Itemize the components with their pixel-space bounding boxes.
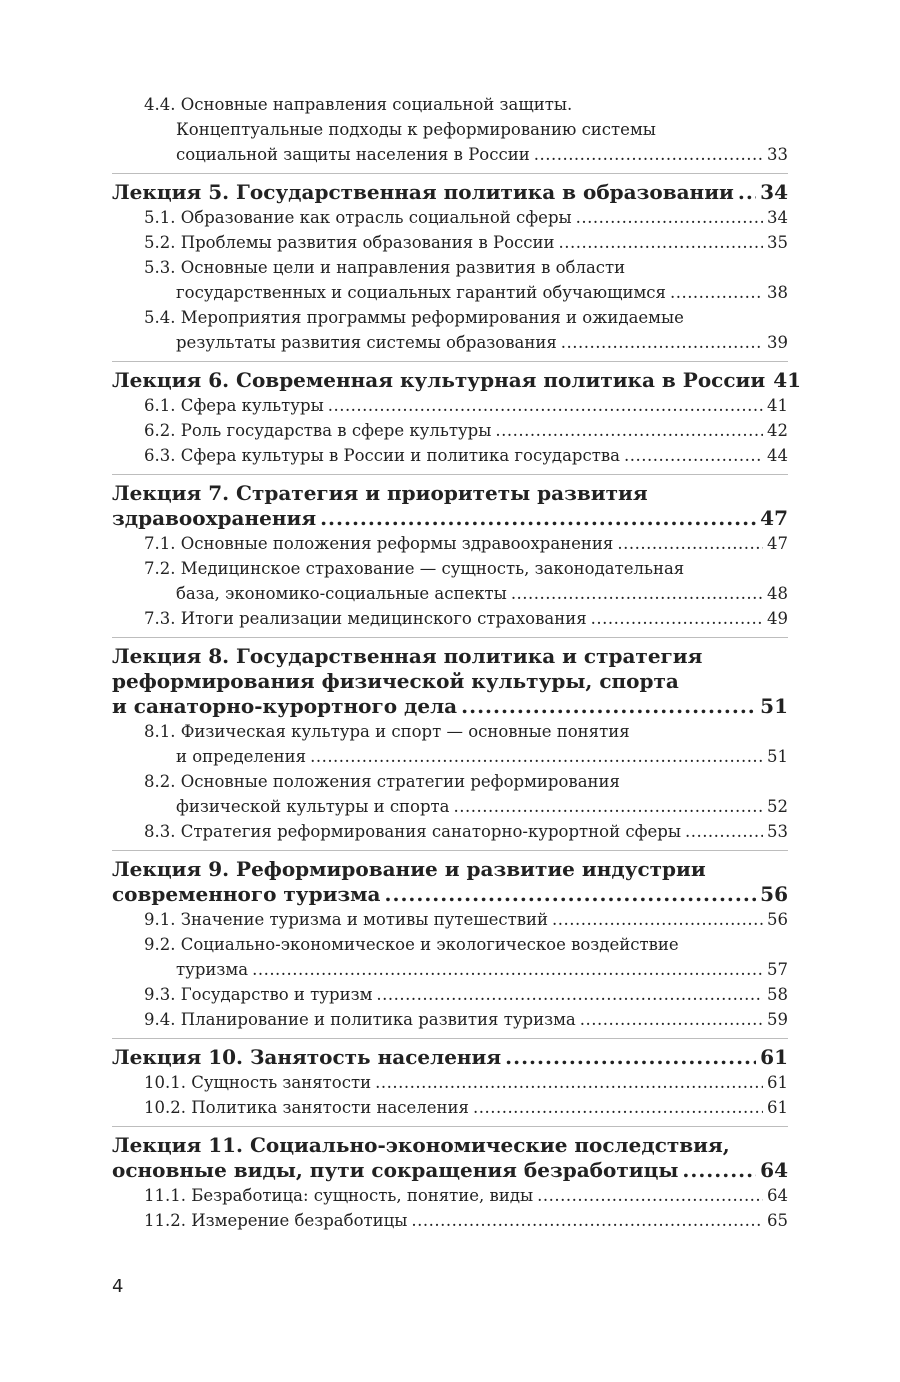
entry-last-line[interactable] bbox=[112, 744, 788, 769]
page-ref: 39 bbox=[767, 333, 788, 352]
lecture-title[interactable] bbox=[112, 481, 788, 531]
entry-last-line[interactable] bbox=[112, 1007, 788, 1032]
dot-leader bbox=[670, 280, 763, 305]
entry-line bbox=[112, 92, 788, 117]
entry-last-line[interactable] bbox=[112, 794, 788, 819]
entry-text: физической культуры и спорта bbox=[176, 797, 450, 816]
entry-last-line[interactable] bbox=[112, 205, 788, 230]
toc-subsection bbox=[112, 531, 788, 556]
lecture-title-line: реформирования физической культуры, спорта bbox=[112, 669, 679, 693]
toc-subsection bbox=[112, 819, 788, 844]
toc-subsection bbox=[112, 907, 788, 932]
entry-last-line[interactable] bbox=[112, 443, 788, 468]
toc-subsection bbox=[112, 255, 788, 305]
dot-leader bbox=[495, 418, 763, 443]
lecture-title-last-line[interactable] bbox=[112, 1045, 788, 1070]
entry-last-line[interactable] bbox=[112, 280, 788, 305]
page-ref: 64 bbox=[767, 1186, 788, 1205]
entry-text: Лекция 10. Занятость населения bbox=[112, 1045, 502, 1069]
lecture-title-line: Лекция 8. Государственная политика и стратегия bbox=[112, 644, 703, 668]
page-ref: 47 bbox=[760, 506, 788, 530]
toc-subsection bbox=[112, 1208, 788, 1233]
page-ref: 42 bbox=[767, 421, 788, 440]
entry-line: 7.2. Медицинское страхование — сущность, законодательная bbox=[144, 559, 685, 578]
entry-text: 11.1. Безработица: сущность, понятие, виды bbox=[144, 1186, 534, 1205]
entry-last-line[interactable] bbox=[112, 230, 788, 255]
lecture-section bbox=[112, 1127, 788, 1239]
dot-leader bbox=[685, 819, 763, 844]
lecture-title-line: Лекция 9. Реформирование и развитие индустрии bbox=[112, 857, 706, 881]
entry-text: 9.3. Государство и туризм bbox=[144, 985, 373, 1004]
entry-text: база, экономико-социальные аспекты bbox=[176, 584, 507, 603]
toc-subsection bbox=[112, 982, 788, 1007]
page-ref: 34 bbox=[760, 180, 788, 204]
page-ref: 56 bbox=[767, 910, 788, 929]
entry-text: и санаторно-курортного дела bbox=[112, 694, 458, 718]
toc-subsection bbox=[112, 1183, 788, 1208]
entry-last-line[interactable] bbox=[112, 1070, 788, 1095]
entry-last-line[interactable] bbox=[112, 957, 788, 982]
entry-text: социальной защиты населения в России bbox=[176, 145, 530, 164]
entry-text: Лекция 6. Современная культурная политика в России bbox=[112, 368, 766, 392]
entry-last-line[interactable] bbox=[112, 142, 788, 167]
entry-text: 5.1. Образование как отрасль социальной сферы bbox=[144, 208, 572, 227]
page-ref: 65 bbox=[767, 1211, 788, 1230]
dot-leader bbox=[580, 1007, 763, 1032]
dot-leader bbox=[376, 982, 763, 1007]
page-ref: 61 bbox=[767, 1098, 788, 1117]
dot-leader bbox=[561, 330, 763, 355]
entry-last-line[interactable] bbox=[112, 982, 788, 1007]
lecture-section bbox=[112, 1039, 788, 1127]
entry-line: 5.3. Основные цели и направления развития в области bbox=[144, 258, 626, 277]
lecture-title-last-line[interactable] bbox=[112, 694, 788, 719]
page-ref: 61 bbox=[760, 1045, 788, 1069]
lecture-title-last-line[interactable] bbox=[112, 506, 788, 531]
lecture-title-last-line[interactable] bbox=[112, 1158, 788, 1183]
dot-leader bbox=[454, 794, 763, 819]
dot-leader bbox=[576, 205, 763, 230]
lecture-title[interactable] bbox=[112, 368, 802, 393]
entry-last-line[interactable] bbox=[112, 418, 788, 443]
dot-leader bbox=[682, 1158, 756, 1183]
dot-leader bbox=[252, 957, 763, 982]
page-ref: 33 bbox=[767, 145, 788, 164]
entry-text: 7.3. Итоги реализации медицинского страхования bbox=[144, 609, 587, 628]
toc-subsection bbox=[112, 418, 788, 443]
dot-leader bbox=[505, 1045, 756, 1070]
page-ref: 61 bbox=[767, 1073, 788, 1092]
entry-text: 9.1. Значение туризма и мотивы путешествий bbox=[144, 910, 548, 929]
entry-last-line[interactable] bbox=[112, 1095, 788, 1120]
entry-text: результаты развития системы образования bbox=[176, 333, 557, 352]
lecture-title-last-line[interactable] bbox=[112, 882, 788, 907]
lecture-section bbox=[112, 362, 802, 475]
entry-line: 9.2. Социально-экономическое и экологическое воздействие bbox=[144, 935, 679, 954]
page-ref: 56 bbox=[760, 882, 788, 906]
lecture-title[interactable] bbox=[112, 180, 788, 205]
toc-subsection bbox=[112, 230, 788, 255]
entry-text: 8.3. Стратегия реформирования санаторно-курортной сферы bbox=[144, 822, 681, 841]
dot-leader bbox=[624, 443, 763, 468]
page-ref: 64 bbox=[760, 1158, 788, 1182]
entry-text: 10.1. Сущность занятости bbox=[144, 1073, 372, 1092]
page-ref: 35 bbox=[767, 233, 788, 252]
entry-number: 4.4. bbox=[144, 95, 176, 114]
entry-line: 8.1. Физическая культура и спорт — основные понятия bbox=[144, 722, 630, 741]
entry-text: Лекция 5. Государственная политика в образовании bbox=[112, 180, 734, 204]
page-ref: 34 bbox=[767, 208, 788, 227]
entry-text: 6.1. Сфера культуры bbox=[144, 396, 324, 415]
entry-last-line[interactable] bbox=[112, 819, 788, 844]
entry-last-line[interactable] bbox=[112, 581, 788, 606]
entry-text: Основные направления социальной защиты. bbox=[180, 95, 573, 114]
entry-last-line[interactable] bbox=[112, 1183, 788, 1208]
entry-last-line[interactable] bbox=[112, 330, 788, 355]
toc-subsection bbox=[112, 1070, 788, 1095]
entry-text: 7.1. Основные положения реформы здравоохранения bbox=[144, 534, 614, 553]
lecture-title[interactable] bbox=[112, 1133, 788, 1183]
entry-text: 6.3. Сфера культуры в России и политика государства bbox=[144, 446, 620, 465]
lecture-section bbox=[112, 638, 788, 851]
lecture-section bbox=[112, 174, 788, 362]
page-ref: 48 bbox=[767, 584, 788, 603]
dot-leader bbox=[511, 581, 763, 606]
entry-text: здравоохранения bbox=[112, 506, 317, 530]
toc-entry-4-4 bbox=[112, 92, 788, 174]
toc-subsection bbox=[112, 443, 788, 468]
dot-leader bbox=[591, 606, 763, 631]
table-of-contents bbox=[112, 92, 802, 1239]
entry-line: 5.4. Мероприятия программы реформирования и ожидаемые bbox=[144, 308, 684, 327]
entry-line: Концептуальные подходы к реформированию системы bbox=[176, 120, 656, 139]
toc-subsection bbox=[112, 393, 788, 418]
entry-last-line[interactable] bbox=[112, 1208, 788, 1233]
lecture-title-line: Лекция 11. Социально-экономические последствия, bbox=[112, 1133, 730, 1157]
lecture-title[interactable] bbox=[112, 857, 788, 907]
page-ref: 52 bbox=[767, 797, 788, 816]
dot-leader bbox=[559, 230, 764, 255]
toc-subsection bbox=[112, 606, 788, 631]
entry-line: 8.2. Основные положения стратегии реформирования bbox=[144, 772, 620, 791]
lecture-title[interactable] bbox=[112, 1045, 788, 1070]
page-ref: 38 bbox=[767, 283, 788, 302]
page-ref: 41 bbox=[767, 396, 788, 415]
dot-leader bbox=[534, 142, 763, 167]
entry-text: 9.4. Планирование и политика развития туризма bbox=[144, 1010, 576, 1029]
toc-subsection bbox=[112, 1095, 788, 1120]
dot-leader bbox=[473, 1095, 763, 1120]
entry-text: современного туризма bbox=[112, 882, 381, 906]
lecture-section bbox=[112, 851, 788, 1039]
dot-leader bbox=[461, 694, 756, 719]
lecture-title-line: Лекция 7. Стратегия и приоритеты развития bbox=[112, 481, 648, 505]
page-ref: 57 bbox=[767, 960, 788, 979]
lecture-title-last-line[interactable] bbox=[112, 368, 802, 393]
page-number: 4 bbox=[112, 1276, 124, 1297]
dot-leader bbox=[310, 744, 763, 769]
entry-text: государственных и социальных гарантий обучающимся bbox=[176, 283, 666, 302]
page-ref: 41 bbox=[773, 368, 802, 392]
dot-leader bbox=[375, 1070, 763, 1095]
page-ref: 59 bbox=[767, 1010, 788, 1029]
dot-leader bbox=[328, 393, 763, 418]
toc-subsection bbox=[112, 932, 788, 982]
lecture-title[interactable] bbox=[112, 644, 788, 719]
dot-leader bbox=[552, 907, 763, 932]
dot-leader bbox=[320, 506, 756, 531]
page-ref: 51 bbox=[760, 694, 788, 718]
dot-leader bbox=[537, 1183, 763, 1208]
page-ref: 44 bbox=[767, 446, 788, 465]
page-ref: 47 bbox=[767, 534, 788, 553]
entry-text: 5.2. Проблемы развития образования в России bbox=[144, 233, 555, 252]
entry-text: и определения bbox=[176, 747, 307, 766]
page-ref: 53 bbox=[767, 822, 788, 841]
toc-subsection bbox=[112, 556, 788, 606]
entry-text: основные виды, пути сокращения безработицы bbox=[112, 1158, 679, 1182]
toc-subsection bbox=[112, 719, 788, 769]
dot-leader bbox=[385, 882, 757, 907]
dot-leader bbox=[617, 531, 763, 556]
entry-text: 6.2. Роль государства в сфере культуры bbox=[144, 421, 492, 440]
dot-leader bbox=[411, 1208, 763, 1233]
page-ref: 49 bbox=[767, 609, 788, 628]
lecture-section bbox=[112, 475, 788, 638]
page-ref: 51 bbox=[767, 747, 788, 766]
lecture-title-last-line[interactable] bbox=[112, 180, 788, 205]
page-ref: 58 bbox=[767, 985, 788, 1004]
toc-subsection bbox=[112, 769, 788, 819]
entry-last-line[interactable] bbox=[112, 393, 788, 418]
toc-subsection bbox=[112, 305, 788, 355]
entry-last-line[interactable] bbox=[112, 907, 788, 932]
entry-text: 10.2. Политика занятости населения bbox=[144, 1098, 469, 1117]
toc-subsection bbox=[112, 205, 788, 230]
dot-leader bbox=[738, 180, 756, 205]
entry-last-line[interactable] bbox=[112, 606, 788, 631]
toc-subsection bbox=[112, 1007, 788, 1032]
entry-text: туризма bbox=[176, 960, 249, 979]
entry-text: 11.2. Измерение безработицы bbox=[144, 1211, 408, 1230]
entry-last-line[interactable] bbox=[112, 531, 788, 556]
